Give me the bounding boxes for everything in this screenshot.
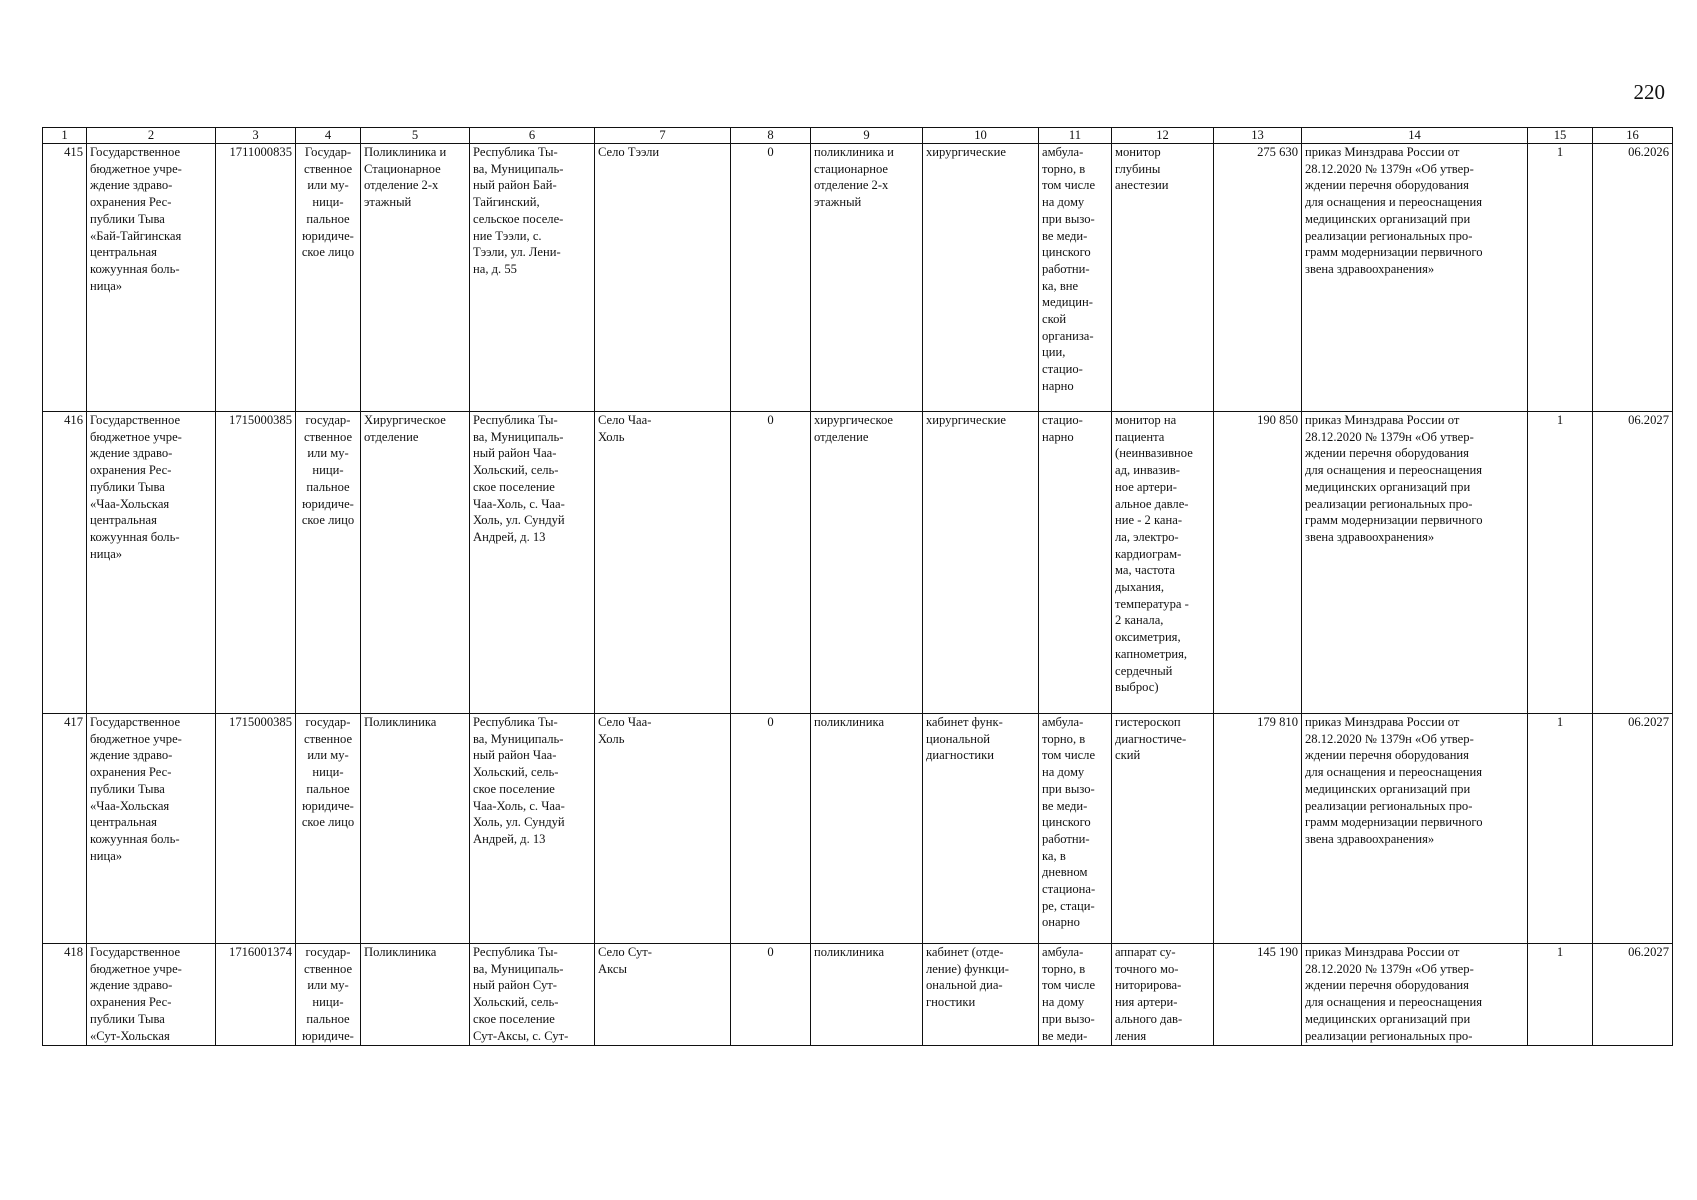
organization-name: Государственное бюджетное учре- ждение здраво- охранения Рес- публики Тыва «Чаа-Хольская центральная кожуунная боль- ница» [87,714,216,944]
inn: 1716001374 [216,944,296,1046]
price: 190 850 [1214,412,1302,714]
ownership-type: государ- ственное или му- ници- пальное юридиче- [296,944,361,1046]
division: Поликлиника [361,944,470,1046]
column-header: 4 [296,128,361,144]
value-col8: 0 [731,412,811,714]
organization-name: Государственное бюджетное учре- ждение здраво- охранения Рес- публики Тыва «Сут-Хольская [87,944,216,1046]
profile: хирургические [923,144,1039,412]
price: 145 190 [1214,944,1302,1046]
address: Республика Ты- ва, Муниципаль- ный район Чаа- Хольский, сель- ское поселение Чаа-Холь, с. Чаа- Холь, ул. Сундуй Андрей, д. 13 [470,714,595,944]
column-header: 14 [1302,128,1528,144]
column-header: 6 [470,128,595,144]
price: 179 810 [1214,714,1302,944]
column-header: 9 [811,128,923,144]
equipment-name: монитор глубины анестезии [1112,144,1214,412]
inn: 1715000385 [216,714,296,944]
settlement: Село Тээли [595,144,731,412]
column-header: 1 [43,128,87,144]
care-conditions: амбула- торно, в том числе на дому при вызо- ве меди- цинского работни- ка, вне медицин- ской организа- ции, стацио- нарно [1039,144,1112,412]
division: Поликлиника [361,714,470,944]
legal-basis: приказ Минздрава России от 28.12.2020 № 1379н «Об утвер- ждении перечня оборудования для оснащения и переоснащения медицинских организаций при реализации региональных про- грамм модернизации первичного звена здравоохранения» [1302,144,1528,412]
structural-unit: поликлиника [811,944,923,1046]
page-number: 220 [1633,80,1665,104]
structural-unit: поликлиника и стационарное отделение 2-х этажный [811,144,923,412]
table-row [43,144,1673,412]
address: Республика Ты- ва, Муниципаль- ный район Бай- Тайгинский, сельское поселе- ние Тээли, с. Тээли, ул. Лени- на, д. 55 [470,144,595,412]
care-conditions: амбула- торно, в том числе на дому при вызо- ве меди- [1039,944,1112,1046]
column-header: 7 [595,128,731,144]
column-header: 13 [1214,128,1302,144]
equipment-name: гистероскоп диагностиче- ский [1112,714,1214,944]
profile: хирургические [923,412,1039,714]
column-header: 12 [1112,128,1214,144]
legal-basis: приказ Минздрава России от 28.12.2020 № 1379н «Об утвер- ждении перечня оборудования для оснащения и переоснащения медицинских организаций при реализации региональных про- [1302,944,1528,1046]
table-row [43,714,1673,944]
address: Республика Ты- ва, Муниципаль- ный район Чаа- Хольский, сель- ское поселение Чаа-Холь, с. Чаа- Холь, ул. Сундуй Андрей, д. 13 [470,412,595,714]
value-col8: 0 [731,144,811,412]
table-row [43,412,1673,714]
column-header: 16 [1593,128,1673,144]
equipment-name: монитор на пациента (неинвазивное ад, инвазив- ное артери- альное давле- ние - 2 кана- ла, электро- кардиограм- ма, частота дыхания, температура - 2 канала, оксиметрия, капнометрия, сердечный выброс) [1112,412,1214,714]
table-row [43,944,1673,1046]
equipment-table [42,127,1673,1046]
settlement: Село Чаа- Холь [595,412,731,714]
division: Поликлиника и Стационарное отделение 2-х этажный [361,144,470,412]
header-row [43,128,1673,144]
quantity: 1 [1528,944,1593,1046]
legal-basis: приказ Минздрава России от 28.12.2020 № 1379н «Об утвер- ждении перечня оборудования для оснащения и переоснащения медицинских организаций при реализации региональных про- грамм модернизации первичного звена здравоохранения» [1302,714,1528,944]
quantity: 1 [1528,144,1593,412]
column-header: 3 [216,128,296,144]
price: 275 630 [1214,144,1302,412]
row-number: 417 [43,714,87,944]
organization-name: Государственное бюджетное учре- ждение здраво- охранения Рес- публики Тыва «Чаа-Хольская центральная кожуунная боль- ница» [87,412,216,714]
organization-name: Государственное бюджетное учре- ждение здраво- охранения Рес- публики Тыва «Бай-Тайгинская центральная кожуунная боль- ница» [87,144,216,412]
value-col8: 0 [731,944,811,1046]
inn: 1711000835 [216,144,296,412]
column-header: 8 [731,128,811,144]
address: Республика Ты- ва, Муниципаль- ный район Сут- Хольский, сель- ское поселение Сут-Аксы, с. Сут- [470,944,595,1046]
profile: кабинет (отде- ление) функци- ональной диа- гностики [923,944,1039,1046]
deadline: 06.2027 [1593,944,1673,1046]
care-conditions: стацио- нарно [1039,412,1112,714]
column-header: 11 [1039,128,1112,144]
profile: кабинет функ- циональной диагностики [923,714,1039,944]
division: Хирургическое отделение [361,412,470,714]
care-conditions: амбула- торно, в том числе на дому при вызо- ве меди- цинского работни- ка, в дневном стациона- ре, стаци- онарно [1039,714,1112,944]
row-number: 416 [43,412,87,714]
structural-unit: поликлиника [811,714,923,944]
ownership-type: Государ- ственное или му- ници- пальное юридиче- ское лицо [296,144,361,412]
column-header: 2 [87,128,216,144]
column-header: 5 [361,128,470,144]
deadline: 06.2027 [1593,412,1673,714]
quantity: 1 [1528,412,1593,714]
settlement: Село Сут- Аксы [595,944,731,1046]
inn: 1715000385 [216,412,296,714]
quantity: 1 [1528,714,1593,944]
column-header: 10 [923,128,1039,144]
ownership-type: государ- ственное или му- ници- пальное юридиче- ское лицо [296,412,361,714]
ownership-type: государ- ственное или му- ници- пальное юридиче- ское лицо [296,714,361,944]
structural-unit: хирургическое отделение [811,412,923,714]
column-header: 15 [1528,128,1593,144]
deadline: 06.2026 [1593,144,1673,412]
equipment-name: аппарат су- точного мо- ниторирова- ния артери- ального дав- ления [1112,944,1214,1046]
row-number: 418 [43,944,87,1046]
row-number: 415 [43,144,87,412]
deadline: 06.2027 [1593,714,1673,944]
legal-basis: приказ Минздрава России от 28.12.2020 № 1379н «Об утвер- ждении перечня оборудования для оснащения и переоснащения медицинских организаций при реализации региональных про- грамм модернизации первичного звена здравоохранения» [1302,412,1528,714]
value-col8: 0 [731,714,811,944]
settlement: Село Чаа- Холь [595,714,731,944]
